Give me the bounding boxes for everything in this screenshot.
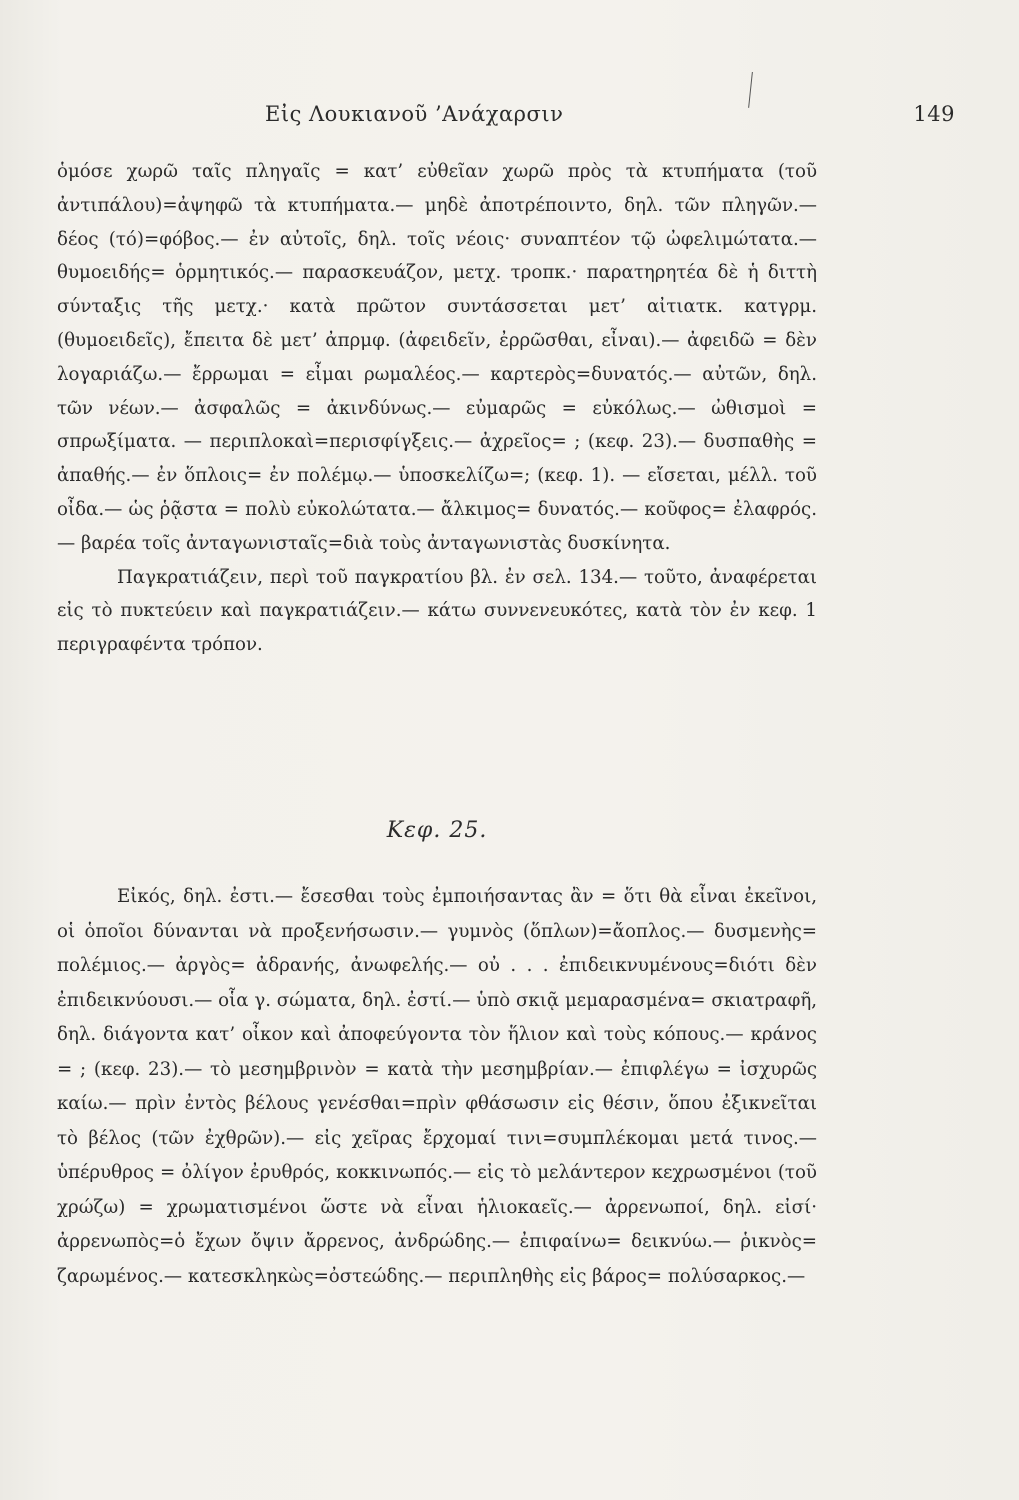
page-number: 149 (913, 102, 955, 126)
page-header (55, 102, 975, 132)
paragraph: Εἰκός, δηλ. ἐστι.— ἔσεσθαι τοὺς ἐμποιήσαντας ἂν = ὅτι θὰ εἶναι ἐκεῖνοι, οἱ ὁποῖοι δύνανται νὰ προξενήσωσιν.— γυμνὸς (ὅπλων)=ἄοπλος.— δυσμενὴς= πολέμιος.— ἀργὸς= ἀδρανής, ἀνωφελής.— οὐ . . . ἐπιδεικνυμένους=διότι δὲν ἐπιδεικνύουσι.— οἷα γ. σώματα, δηλ. ἐστί.— ὑπὸ σκιᾷ μεμαρασμένα= σκιατραφῆ, δηλ. διάγοντα κατ’ οἶκον καὶ ἀποφεύγοντα τὸν ἥλιον καὶ τοὺς κόπους.— κράνος = ; (κεφ. 23).— τὸ μεσημβρινὸν = κατὰ τὴν μεσημβρίαν.— ἐπιφλέγω = ἰσχυρῶς καίω.— πρὶν ἐντὸς βέλους γενέσθαι=πρὶν φθάσωσιν εἰς θέσιν, ὅπου ἐξικνεῖται τὸ βέλος (τῶν ἐχθρῶν).— εἰς χεῖρας ἔρχομαί τινι=συμπλέκομαι μετά τινος.— ὑπέρυθρος = ὀλίγον ἐρυθρός, κοκκινωπός.— εἰς τὸ μελάντερον κεχρωσμένοι (τοῦ χρώζω) = χρωματισμένοι ὥστε νὰ εἶναι ἡλιοκαεῖς.— ἀρρενωποί, δηλ. εἰσί· ἀρρενωπὸς=ὁ ἔχων ὄψιν ἄρρενος, ἀνδρώδης.— ἐπιφαίνω= δεικνύω.— ῥικνὸς= ζαρωμένος.— κατεσκληκὼς=ὀστεώδης.— περιπληθὴς εἰς βάρος= πολύσαρκος.— (57, 886, 817, 1287)
commentary-text-2 (57, 880, 817, 1294)
pencil-mark-icon (748, 72, 755, 108)
paragraph: ὁμόσε χωρῶ ταῖς πληγαῖς = κατ’ εὐθεῖαν χωρῶ πρὸς τὰ κτυπήματα (τοῦ ἀντιπάλου)=ἀψηφῶ τὰ κτυπήματα.— μηδὲ ἀποτρέποιντο, δηλ. τῶν πληγῶν.— δέος (τό)=φόβος.— ἐν αὐτοῖς, δηλ. τοῖς νέοις· συναπτέον τῷ ὠφελιμώτατα.— θυμοειδής= ὁρμητικός.— παρασκευάζον, μετχ. τροπκ.· παρατηρητέα δὲ ἡ διττὴ σύνταξις τῆς μετχ.· κατὰ πρῶτον συντάσσεται μετ’ αἰτιατκ. κατγρμ. (θυμοειδεῖς), ἔπειτα δὲ μετ’ ἀπρμφ. (ἀφειδεῖν, ἐρρῶσθαι, εἶναι).— ἀφειδῶ = δὲν λογαριάζω.— ἔρρωμαι = εἶμαι ρωμαλέος.— καρτερὸς=δυνατός.— αὐτῶν, δηλ. τῶν νέων.— ἀσφαλῶς = ἀκινδύνως.— εὐμαρῶς = εὐκόλως.— ὠθισμοὶ = σπρωξίματα. — περιπλοκαὶ=περισφίγξεις.— ἀχρεῖος= ; (κεφ. 23).— δυσπαθὴς = ἀπαθής.— ἐν ὅπλοις= ἐν πολέμῳ.— ὑποσκελίζω=; (κεφ. 1). — εἴσεται, μέλλ. τοῦ οἶδα.— ὡς ῥᾷστα = πολὺ εὐκολώτατα.— ἄλκιμος= δυνατός.— κοῦφος= ἐλαφρός.— βαρέα τοῖς ἀνταγωνισταῖς=διὰ τοὺς ἀνταγωνιστὰς δυσκίνητα. (57, 161, 817, 554)
chapter-heading: Κεφ. 25. (386, 818, 488, 843)
commentary-text (57, 155, 817, 662)
running-title: Εἰς Λουκιανοῦ ’Ανάχαρσιν (265, 102, 564, 126)
paragraph: Παγκρατιάζειν, περὶ τοῦ παγκρατίου βλ. ἐν σελ. 134.— τοῦτο, ἀναφέρεται εἰς τὸ πυκτεύειν καὶ παγκρατιάζειν.— κάτω συννενευκότες, κατὰ τὸν ἐν κεφ. 1 περιγραφέντα τρόπον. (57, 566, 817, 656)
